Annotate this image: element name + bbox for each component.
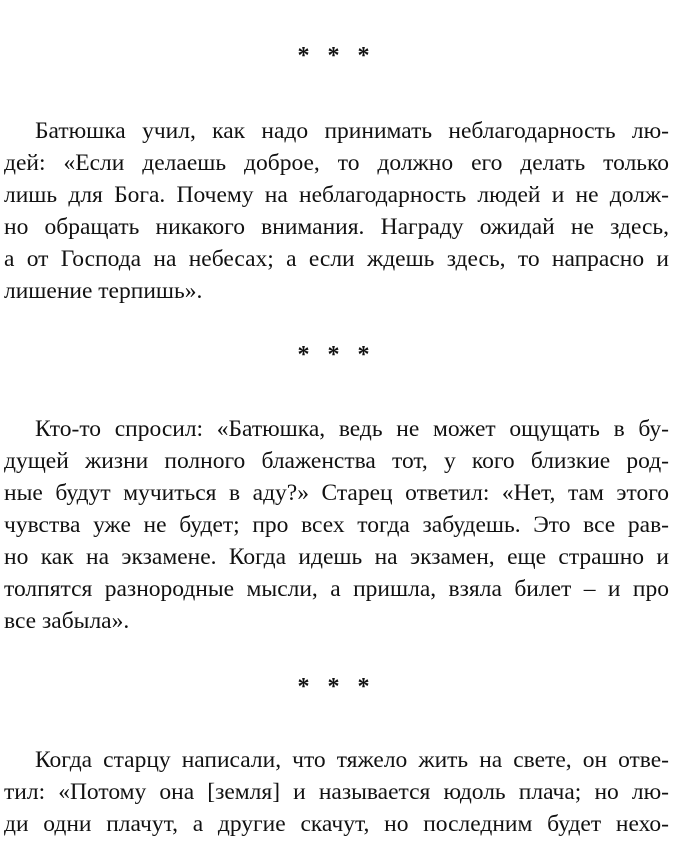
text-line: но как на экзамене. Когда идешь на экзамен, еще страшно и xyxy=(4,544,669,570)
text-line: дущей жизни полного блаженства тот, у кого близкие род- xyxy=(4,448,669,474)
text-line: Когда старцу написали, что тяжело жить на свете, он отве- xyxy=(35,747,669,773)
text-line: а от Господа на небесах; а если ждешь здесь, то напрасно и xyxy=(4,246,669,272)
text-line: лишение терпишь». xyxy=(4,278,203,304)
text-line: тил: «Потому она [земля] и называется юдоль плача; но лю- xyxy=(4,779,669,805)
text-line: ди одни плачут, а другие скачут, но последним будет нехо- xyxy=(4,811,669,837)
text-line: чувства уже не будет; про всех тогда забудешь. Это все рав- xyxy=(4,512,669,538)
section-separator: * * * xyxy=(297,674,376,700)
section-separator: * * * xyxy=(297,43,376,69)
text-line: Батюшка учил, как надо принимать неблагодарность лю- xyxy=(35,118,669,144)
text-line: Кто-то спросил: «Батюшка, ведь не может ощущать в бу- xyxy=(35,416,669,442)
text-line: толпятся разнородные мысли, а пришла, взяла билет – и про xyxy=(4,576,669,602)
text-line: дей: «Если делаешь доброе, то должно его делать только xyxy=(4,150,669,176)
section-separator: * * * xyxy=(297,342,376,368)
text-line: ные будут мучиться в аду?» Старец ответил: «Нет, там этого xyxy=(4,480,669,506)
text-line: но обращать никакого внимания. Награду ожидай не здесь, xyxy=(4,214,669,240)
text-line: лишь для Бога. Почему на неблагодарность людей и не долж- xyxy=(4,182,669,208)
text-line: все забыла». xyxy=(4,608,130,634)
